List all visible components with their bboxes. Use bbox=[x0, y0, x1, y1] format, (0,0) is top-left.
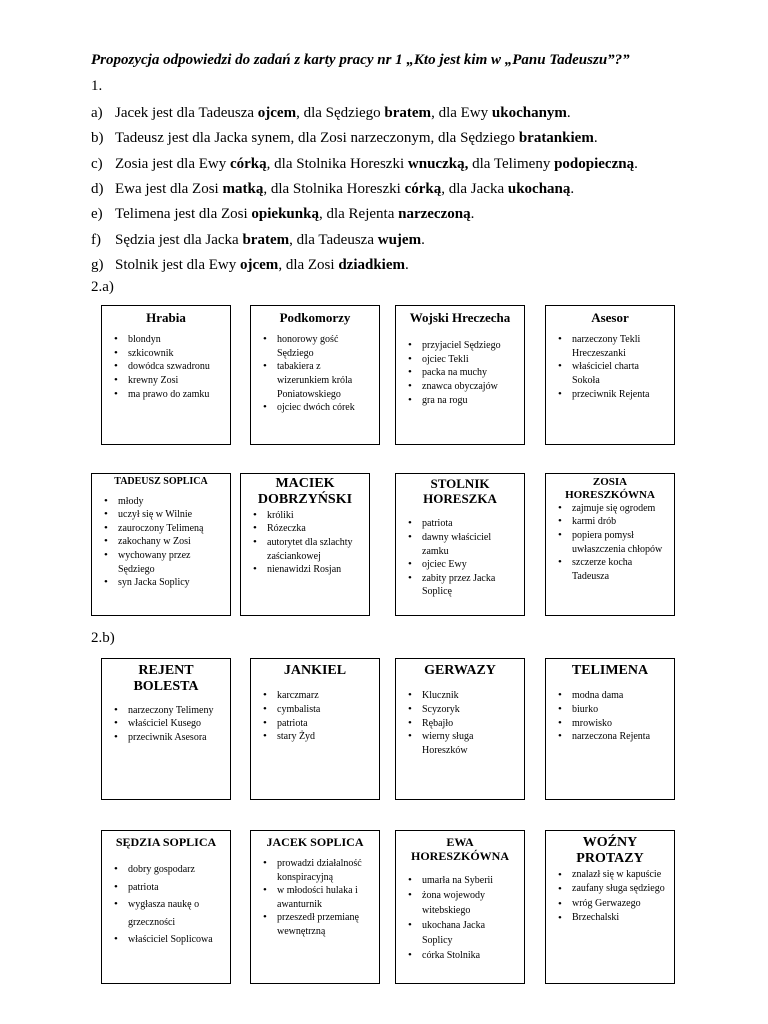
answer-letter: d) bbox=[91, 181, 104, 198]
character-card-gerwazy bbox=[395, 658, 525, 800]
card-item: • Klucznik bbox=[402, 689, 518, 703]
answer-fragment: Sędzia jest dla Jacka bbox=[115, 231, 243, 248]
card-item: • znawca obyczajów bbox=[402, 380, 518, 394]
answer-line bbox=[91, 126, 638, 151]
card-item: • tabakiera z wizerunkiem króla Poniatowskiego bbox=[257, 360, 373, 401]
card-item: • zauroczony Telimeną bbox=[98, 522, 224, 536]
card-items bbox=[552, 502, 668, 584]
answer-keyword: córką bbox=[404, 181, 442, 198]
answer-keyword: wujem bbox=[377, 231, 422, 248]
character-card-ewa-horeszkowna bbox=[395, 830, 525, 984]
card-item: • umarła na Syberii bbox=[402, 873, 518, 888]
answer-keyword: ukochaną bbox=[507, 181, 571, 198]
card-title: GERWAZY bbox=[424, 663, 496, 678]
card-item: • cymbalista bbox=[257, 703, 373, 717]
answer-fragment: Telimena jest dla Zosi bbox=[115, 206, 252, 223]
answer-line bbox=[91, 177, 638, 202]
card-title: MACIEK DOBRZYŃSKI bbox=[257, 476, 353, 508]
card-item: • szkicownik bbox=[108, 347, 224, 361]
answer-letter: e) bbox=[91, 206, 103, 223]
card-item: • ojciec dwóch córek bbox=[257, 401, 373, 415]
card-item: • ma prawo do zamku bbox=[108, 388, 224, 402]
card-item: • przyjaciel Sędziego bbox=[402, 339, 518, 353]
answer-fragment: . bbox=[593, 130, 598, 147]
character-card-maciek-dobrzynski bbox=[240, 473, 370, 616]
card-item: • patriota bbox=[402, 517, 518, 531]
character-card-wozny-protazy bbox=[545, 830, 675, 984]
answer-line bbox=[91, 253, 638, 278]
answer-keyword: córką bbox=[229, 155, 267, 172]
answer-text bbox=[115, 257, 409, 274]
answer-keyword: bratem bbox=[242, 231, 290, 248]
answer-letter: g) bbox=[91, 256, 104, 273]
card-item: • Scyzoryk bbox=[402, 703, 518, 717]
card-item: • blondyn bbox=[108, 333, 224, 347]
answer-keyword: wnuczką, bbox=[407, 155, 469, 172]
card-items bbox=[402, 339, 518, 407]
card-items bbox=[108, 861, 224, 949]
card-item: • Rózeczka bbox=[247, 522, 363, 536]
card-items bbox=[108, 333, 224, 401]
answer-fragment: , dla Rejenta bbox=[318, 206, 399, 223]
card-title: Asesor bbox=[591, 310, 629, 325]
card-title: TADEUSZ SOPLICA bbox=[114, 476, 208, 487]
card-item: • zaufany sługa sędziego bbox=[552, 882, 668, 897]
card-item: • packa na muchy bbox=[402, 366, 518, 380]
card-item: • wygłasza naukę o grzeczności bbox=[108, 896, 224, 931]
card-item: • przeciwnik Asesora bbox=[108, 731, 224, 745]
answer-text bbox=[115, 232, 425, 249]
card-item: • mrowisko bbox=[552, 717, 668, 731]
answer-fragment: Ewa jest dla Zosi bbox=[115, 181, 223, 198]
card-item: • wróg Gerwazego bbox=[552, 897, 668, 912]
card-items bbox=[552, 333, 668, 401]
card-item: • córka Stolnika bbox=[402, 948, 518, 963]
character-card-asesor bbox=[545, 305, 675, 445]
answer-keyword: bratankiem bbox=[518, 130, 594, 147]
card-title: ZOSIA HORESZKÓWNA bbox=[565, 476, 655, 501]
card-title: WOŹNY PROTAZY bbox=[576, 835, 644, 867]
card-item: • autorytet dla szlachty zaściankowej bbox=[247, 536, 363, 563]
card-item: • ukochana Jacka Soplicy bbox=[402, 918, 518, 948]
answer-fragment: , dla Zosi bbox=[278, 256, 339, 273]
answer-text bbox=[115, 181, 574, 198]
card-title: Hrabia bbox=[146, 310, 186, 325]
card-item: • patriota bbox=[257, 717, 373, 731]
answer-fragment: , dla Stolnika Horeszki bbox=[263, 181, 405, 198]
card-item: • honorowy gość Sędziego bbox=[257, 333, 373, 360]
answer-fragment: , dla Ewy bbox=[431, 105, 492, 122]
character-card-wojski-hreczecha bbox=[395, 305, 525, 445]
card-title: EWA HORESZKÓWNA bbox=[410, 835, 509, 864]
answer-keyword: matką bbox=[222, 181, 264, 198]
answer-line bbox=[91, 152, 638, 177]
card-item: • właściciel Kusego bbox=[108, 717, 224, 731]
card-item: • dawny właściciel zamku bbox=[402, 531, 518, 558]
answer-fragment: . bbox=[566, 105, 571, 122]
card-item: • przeszedł przemianę wewnętrzną bbox=[257, 911, 373, 938]
card-item: • znalazł się w kapuście bbox=[552, 868, 668, 883]
card-item: • zakochany w Zosi bbox=[98, 535, 224, 549]
answer-fragment: , dla Tadeusza bbox=[289, 231, 378, 248]
card-item: • ojciec Tekli bbox=[402, 353, 518, 367]
card-item: • zabity przez Jacka Soplicę bbox=[402, 572, 518, 599]
answer-keyword: podopieczną bbox=[554, 155, 635, 172]
card-item: • młody bbox=[98, 495, 224, 509]
card-title: TELIMENA bbox=[571, 663, 649, 678]
character-card-stolnik-horeszka bbox=[395, 473, 525, 616]
answer-fragment: . bbox=[570, 181, 575, 198]
card-items bbox=[402, 873, 518, 963]
card-items bbox=[402, 689, 518, 757]
answer-line bbox=[91, 101, 638, 126]
answer-letter: a) bbox=[91, 105, 103, 122]
answer-text bbox=[115, 105, 571, 122]
card-items bbox=[108, 704, 224, 745]
card-item: • w młodości hulaka i awanturnik bbox=[257, 884, 373, 911]
character-card-rejent-bolesta bbox=[101, 658, 231, 800]
character-card-hrabia bbox=[101, 305, 231, 445]
answers-list bbox=[91, 101, 638, 278]
card-item: • dobry gospodarz bbox=[108, 861, 224, 879]
card-item: • przeciwnik Rejenta bbox=[552, 388, 668, 402]
card-item: • krewny Zosi bbox=[108, 374, 224, 388]
character-card-zosia-horeszkowna bbox=[545, 473, 675, 616]
card-items bbox=[552, 868, 668, 926]
card-title: STOLNIK HORESZKA bbox=[423, 476, 497, 507]
card-title: Podkomorzy bbox=[279, 310, 351, 325]
card-items bbox=[247, 509, 363, 577]
page-title: Propozycja odpowiedzi do zadań z karty pracy nr 1 „Kto jest kim w „Panu Tadeuszu”?” bbox=[91, 52, 630, 68]
answer-keyword: narzeczoną bbox=[398, 206, 471, 223]
card-items bbox=[98, 495, 224, 590]
card-item: • syn Jacka Soplicy bbox=[98, 576, 224, 590]
answer-keyword: opiekunką bbox=[251, 206, 319, 223]
answer-line bbox=[91, 227, 638, 252]
character-card-podkomorzy bbox=[250, 305, 380, 445]
answer-keyword: ojcem bbox=[257, 105, 297, 122]
answer-line bbox=[91, 202, 638, 227]
answer-letter: b) bbox=[91, 130, 104, 147]
card-item: • uczył się w Wilnie bbox=[98, 508, 224, 522]
answer-letter: f) bbox=[91, 231, 101, 248]
answer-fragment: Tadeusz jest dla Jacka synem, dla Zosi narzeczonym, dla Sędziego bbox=[115, 130, 519, 147]
character-card-jankiel bbox=[250, 658, 380, 800]
card-item: • wierny sługa Horeszków bbox=[402, 730, 518, 757]
card-title: JACEK SOPLICA bbox=[266, 835, 364, 849]
card-item: • Rębajło bbox=[402, 717, 518, 731]
card-item: • karczmarz bbox=[257, 689, 373, 703]
answer-letter: c) bbox=[91, 155, 103, 172]
character-card-telimena bbox=[545, 658, 675, 800]
answer-text bbox=[115, 156, 638, 173]
card-item: • żona wojewody witebskiego bbox=[402, 888, 518, 918]
card-item: • ojciec Ewy bbox=[402, 558, 518, 572]
card-item: • narzeczony Telimeny bbox=[108, 704, 224, 718]
answer-fragment: Jacek jest dla Tadeusza bbox=[115, 105, 258, 122]
card-item: • wychowany przez Sędziego bbox=[98, 549, 224, 576]
card-title: SĘDZIA SOPLICA bbox=[115, 835, 217, 849]
card-item: • biurko bbox=[552, 703, 668, 717]
card-item: • właściciel charta Sokoła bbox=[552, 360, 668, 387]
card-item: • króliki bbox=[247, 509, 363, 523]
answer-fragment: . bbox=[470, 206, 475, 223]
answer-fragment: . bbox=[405, 256, 409, 273]
character-card-sedzia-soplica bbox=[101, 830, 231, 984]
card-items bbox=[257, 689, 373, 743]
card-title: JANKIEL bbox=[283, 663, 347, 678]
answer-keyword: ojcem bbox=[240, 256, 279, 273]
card-item: • modna dama bbox=[552, 689, 668, 703]
character-card-tadeusz-soplica bbox=[91, 473, 231, 616]
card-title: REJENT BOLESTA bbox=[133, 663, 199, 695]
answer-text bbox=[115, 206, 474, 223]
card-item: • szczerze kocha Tadeusza bbox=[552, 556, 668, 583]
answer-keyword: bratem bbox=[384, 105, 432, 122]
card-item: • stary Żyd bbox=[257, 730, 373, 744]
card-item: • narzeczony Tekli Hreczeszanki bbox=[552, 333, 668, 360]
card-item: • Brzechalski bbox=[552, 911, 668, 926]
card-title: Wojski Hreczecha bbox=[409, 310, 511, 325]
card-items bbox=[257, 333, 373, 415]
card-items bbox=[402, 517, 518, 599]
answer-fragment: , dla Sędziego bbox=[296, 105, 385, 122]
answer-text bbox=[115, 130, 598, 147]
card-item: • gra na rogu bbox=[402, 394, 518, 408]
answer-fragment: . bbox=[634, 155, 638, 172]
character-card-jacek-soplica bbox=[250, 830, 380, 984]
card-item: • właściciel Soplicowa bbox=[108, 931, 224, 949]
card-item: • narzeczona Rejenta bbox=[552, 730, 668, 744]
answer-fragment: Zosia jest dla Ewy bbox=[115, 155, 230, 172]
section-2b-label: 2.b) bbox=[91, 630, 115, 646]
answer-fragment: , dla Stolnika Horeszki bbox=[266, 155, 408, 172]
card-item: • karmi drób bbox=[552, 515, 668, 529]
card-item: • popiera pomysł uwłaszczenia chłopów bbox=[552, 529, 668, 556]
answer-keyword: dziadkiem bbox=[338, 256, 405, 273]
card-item: • nienawidzi Rosjan bbox=[247, 563, 363, 577]
answer-fragment: dla Telimeny bbox=[468, 155, 555, 172]
answer-fragment: . bbox=[421, 231, 425, 248]
card-item: • dowódca szwadronu bbox=[108, 360, 224, 374]
section-1-label: 1. bbox=[91, 78, 103, 94]
card-item: • prowadzi działalność konspiracyjną bbox=[257, 857, 373, 884]
answer-fragment: Stolnik jest dla Ewy bbox=[115, 256, 240, 273]
section-2a-label: 2.a) bbox=[91, 279, 114, 295]
answer-fragment: , dla Jacka bbox=[441, 181, 508, 198]
answer-keyword: ukochanym bbox=[491, 105, 567, 122]
card-items bbox=[257, 857, 373, 939]
card-item: • patriota bbox=[108, 879, 224, 897]
card-item: • zajmuje się ogrodem bbox=[552, 502, 668, 516]
card-items bbox=[552, 689, 668, 743]
